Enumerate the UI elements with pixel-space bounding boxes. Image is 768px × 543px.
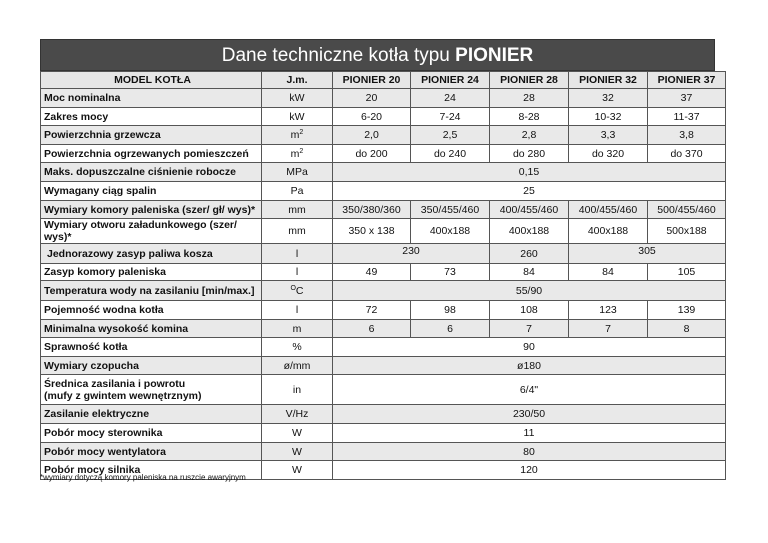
table-row bbox=[41, 201, 726, 219]
row-label: Maks. dopuszczalne ciśnienie robocze bbox=[41, 163, 262, 182]
table-row bbox=[41, 338, 726, 357]
unit-cell: mm bbox=[262, 201, 333, 219]
row-label: Wymiary czopucha bbox=[41, 357, 262, 375]
value-cell: 11-37 bbox=[648, 108, 726, 126]
unit-cell: kW bbox=[262, 89, 333, 108]
value-cell: 139 bbox=[648, 301, 726, 320]
unit-cell bbox=[262, 281, 333, 301]
row-label: Wymiary komory paleniska (szer/ gł/ wys)* bbox=[41, 201, 262, 219]
value-cell: 400/455/460 bbox=[569, 201, 648, 219]
table-row bbox=[41, 244, 726, 264]
merged-value-cell: 11 bbox=[333, 424, 726, 443]
unit-cell: % bbox=[262, 338, 333, 357]
row-label: Jednorazowy zasyp paliwa kosza bbox=[41, 244, 262, 264]
row-label-line: Średnica zasilania i powrotu bbox=[44, 377, 186, 390]
header-model-cell: PIONIER 37 bbox=[648, 72, 726, 89]
row-label-line: (mufy z gwintem wewnętrznym) bbox=[44, 389, 202, 402]
table-row bbox=[41, 108, 726, 126]
value-cell: 37 bbox=[648, 89, 726, 108]
value-cell: 500x188 bbox=[648, 219, 726, 244]
unit-cell: V/Hz bbox=[262, 405, 333, 424]
value-cell: do 200 bbox=[333, 145, 411, 163]
unit-cell: Pa bbox=[262, 182, 333, 201]
merged-value-cell: 230/50 bbox=[333, 405, 726, 424]
value-cell: 350/380/360 bbox=[333, 201, 411, 219]
value-cell: 72 bbox=[333, 301, 411, 320]
value-cell: 2,8 bbox=[490, 126, 569, 145]
footnote: *wymiary dotyczą komory paleniska na ruszcie awaryjnym bbox=[40, 473, 246, 482]
value-cell: 3,8 bbox=[648, 126, 726, 145]
unit-base: C bbox=[295, 284, 304, 297]
value-cell: do 320 bbox=[569, 145, 648, 163]
table-row bbox=[41, 301, 726, 320]
unit-cell: W bbox=[262, 443, 333, 461]
value-cell: 73 bbox=[411, 264, 490, 281]
table-row bbox=[41, 357, 726, 375]
row-label: Pobór mocy silnika bbox=[41, 461, 262, 480]
table-title bbox=[40, 39, 715, 71]
value-cell: 6-20 bbox=[333, 108, 411, 126]
value-cell: do 240 bbox=[411, 145, 490, 163]
merged-value-cell: 305 bbox=[569, 244, 726, 264]
value-cell: 400x188 bbox=[411, 219, 490, 244]
row-label: Powierzchnia grzewcza bbox=[41, 126, 262, 145]
table-row bbox=[41, 219, 726, 244]
unit-superscript: O bbox=[290, 284, 296, 292]
value-cell: 260 bbox=[490, 244, 569, 264]
row-label: Moc nominalna bbox=[41, 89, 262, 108]
row-label: Zasilanie elektryczne bbox=[41, 405, 262, 424]
value-cell: 400x188 bbox=[569, 219, 648, 244]
value-cell: 2,5 bbox=[411, 126, 490, 145]
unit-base: m bbox=[290, 129, 300, 141]
row-label: Pobór mocy sterownika bbox=[41, 424, 262, 443]
table-row bbox=[41, 424, 726, 443]
row-label bbox=[41, 375, 262, 405]
value-cell: do 370 bbox=[648, 145, 726, 163]
value-cell: 105 bbox=[648, 264, 726, 281]
merged-value-cell: 55/90 bbox=[333, 281, 726, 301]
merged-value-cell: 25 bbox=[333, 182, 726, 201]
unit-cell: W bbox=[262, 461, 333, 480]
header-model-cell: PIONIER 32 bbox=[569, 72, 648, 89]
value-cell: 400/455/460 bbox=[490, 201, 569, 219]
value-cell: 350/455/460 bbox=[411, 201, 490, 219]
value-cell: 3,3 bbox=[569, 126, 648, 145]
row-label: Zasyp komory paleniska bbox=[41, 264, 262, 281]
value-cell: 123 bbox=[569, 301, 648, 320]
unit-cell: l bbox=[262, 264, 333, 281]
table-row bbox=[41, 320, 726, 338]
row-label: Wymagany ciąg spalin bbox=[41, 182, 262, 201]
merged-value-cell: ø180 bbox=[333, 357, 726, 375]
unit-cell: ø/mm bbox=[262, 357, 333, 375]
merged-value-cell: 0,15 bbox=[333, 163, 726, 182]
table-row bbox=[41, 443, 726, 461]
row-label: Minimalna wysokość komina bbox=[41, 320, 262, 338]
value-cell: 108 bbox=[490, 301, 569, 320]
row-label: Powierzchnia ogrzewanych pomieszczeń bbox=[41, 145, 262, 163]
value-cell: 84 bbox=[490, 264, 569, 281]
value-cell: 8 bbox=[648, 320, 726, 338]
unit-superscript: 2 bbox=[299, 129, 304, 136]
table-row bbox=[41, 89, 726, 108]
unit-cell: in bbox=[262, 375, 333, 405]
merged-value-cell: 230 bbox=[333, 244, 490, 264]
value-cell: 49 bbox=[333, 264, 411, 281]
unit-cell bbox=[262, 145, 333, 163]
value-cell: 8-28 bbox=[490, 108, 569, 126]
value-cell: 7 bbox=[569, 320, 648, 338]
table-row bbox=[41, 375, 726, 405]
unit-cell: l bbox=[262, 244, 333, 264]
value-cell: 7-24 bbox=[411, 108, 490, 126]
value-cell: 400x188 bbox=[490, 219, 569, 244]
header-model-cell: MODEL KOTŁA bbox=[41, 72, 262, 89]
merged-value-cell: 6/4" bbox=[333, 375, 726, 405]
value-cell: 10-32 bbox=[569, 108, 648, 126]
spec-table-container bbox=[40, 39, 715, 480]
table-row bbox=[41, 264, 726, 281]
value-cell: 7 bbox=[490, 320, 569, 338]
row-label: Temperatura wody na zasilaniu [min/max.] bbox=[41, 281, 262, 301]
value-cell: 6 bbox=[411, 320, 490, 338]
value-cell: 98 bbox=[411, 301, 490, 320]
table-row bbox=[41, 126, 726, 145]
table-row bbox=[41, 405, 726, 424]
title-model-name: PIONIER bbox=[455, 45, 534, 66]
value-cell: do 280 bbox=[490, 145, 569, 163]
header-model-cell: PIONIER 24 bbox=[411, 72, 490, 89]
unit-cell bbox=[262, 126, 333, 145]
row-label: Sprawność kotła bbox=[41, 338, 262, 357]
unit-cell: mm bbox=[262, 219, 333, 244]
unit-cell: l bbox=[262, 301, 333, 320]
value-cell: 2,0 bbox=[333, 126, 411, 145]
row-label: Pojemność wodna kotła bbox=[41, 301, 262, 320]
merged-value-cell: 80 bbox=[333, 443, 726, 461]
unit-base: m bbox=[290, 147, 300, 160]
value-cell: 6 bbox=[333, 320, 411, 338]
table-row bbox=[41, 163, 726, 182]
value-cell: 24 bbox=[411, 89, 490, 108]
unit-cell: W bbox=[262, 424, 333, 443]
header-unit-cell: J.m. bbox=[262, 72, 333, 89]
header-row bbox=[41, 72, 726, 89]
merged-value-cell: 120 bbox=[333, 461, 726, 480]
value-cell: 500/455/460 bbox=[648, 201, 726, 219]
row-label: Zakres mocy bbox=[41, 108, 262, 126]
row-label: Wymiary otworu załadunkowego (szer/ wys)* bbox=[41, 219, 262, 244]
value-cell: 32 bbox=[569, 89, 648, 108]
value-cell: 84 bbox=[569, 264, 648, 281]
unit-superscript: 2 bbox=[299, 147, 304, 155]
unit-cell: MPa bbox=[262, 163, 333, 182]
table-row bbox=[41, 182, 726, 201]
merged-value-cell: 90 bbox=[333, 338, 726, 357]
unit-cell: kW bbox=[262, 108, 333, 126]
table-row bbox=[41, 281, 726, 301]
header-model-cell: PIONIER 28 bbox=[490, 72, 569, 89]
spec-table bbox=[40, 71, 726, 480]
header-model-cell: PIONIER 20 bbox=[333, 72, 411, 89]
value-cell: 20 bbox=[333, 89, 411, 108]
row-label: Pobór mocy wentylatora bbox=[41, 443, 262, 461]
value-cell: 28 bbox=[490, 89, 569, 108]
value-cell: 350 x 138 bbox=[333, 219, 411, 244]
table-row bbox=[41, 145, 726, 163]
unit-cell: m bbox=[262, 320, 333, 338]
title-text: Dane techniczne kotła typu bbox=[221, 45, 456, 66]
